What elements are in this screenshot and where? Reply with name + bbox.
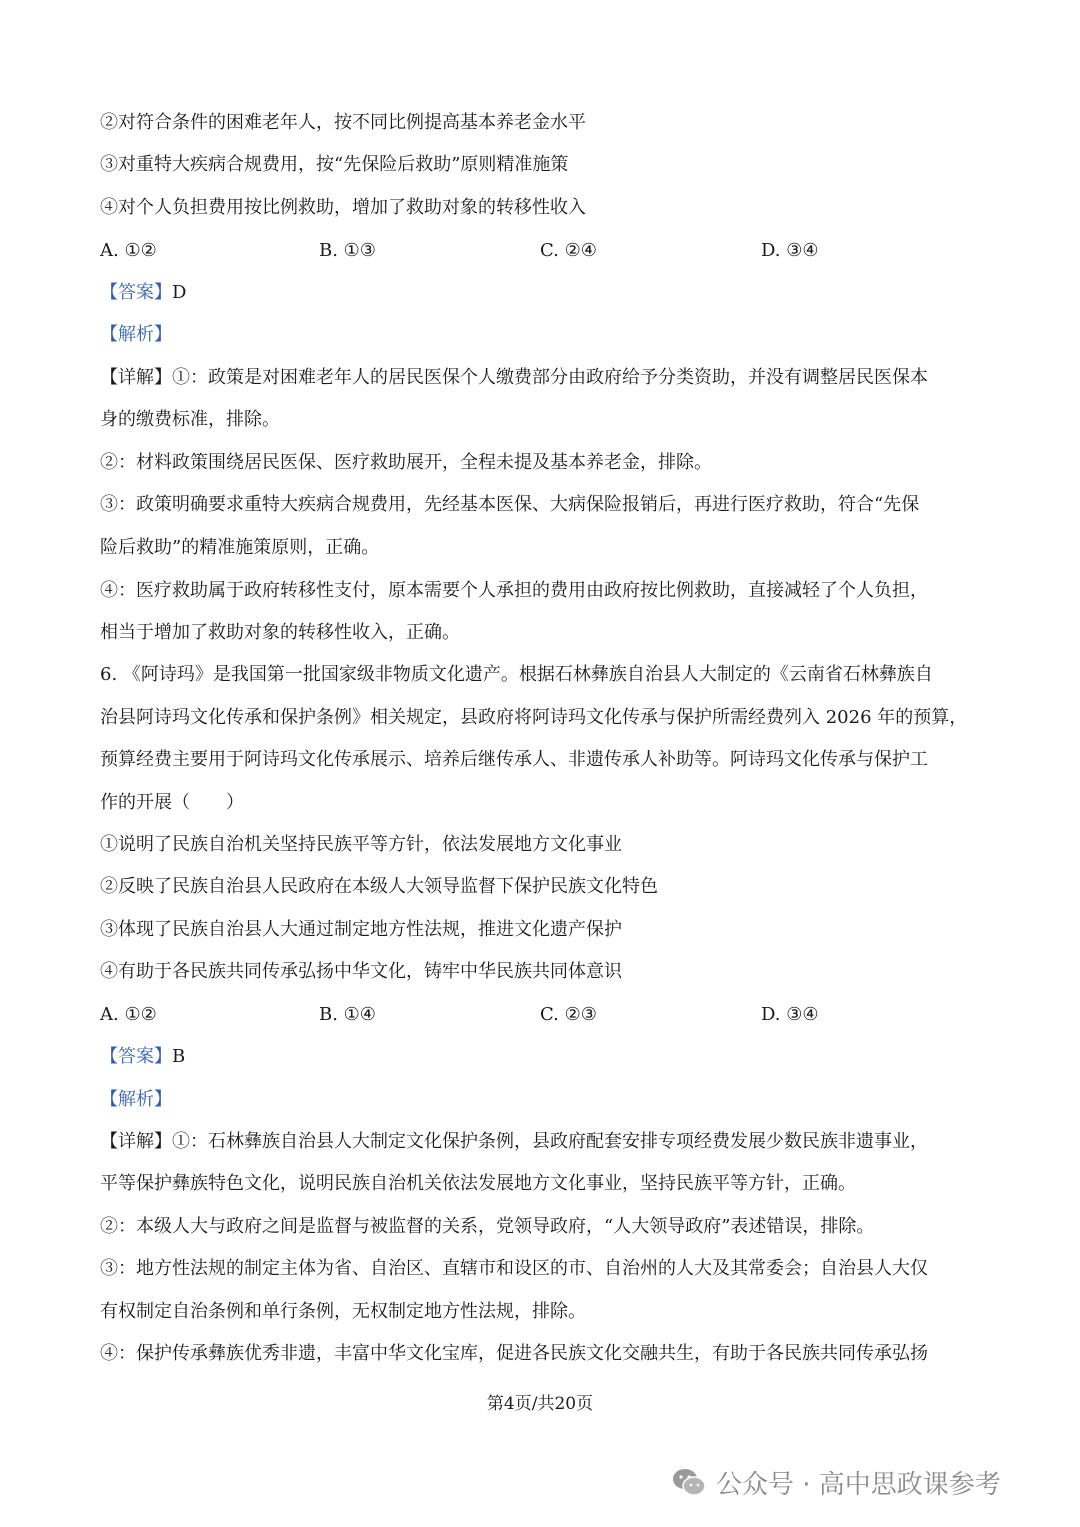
q6-choice-c: C. ②③ [540,1004,597,1025]
q5-detail-line: ④：医疗救助属于政府转移性支付，原本需要个人承担的费用由政府按比例救助，直接减轻了个人负担， [100,580,928,601]
q5-detail-line: 身的缴费标准，排除。 [100,409,280,430]
q5-detail-line: 相当于增加了救助对象的转移性收入，正确。 [100,622,460,643]
answer-tag: 【答案】 [100,282,172,303]
q6-detail-line: ②：本级人大与政府之间是监督与被监督的关系，党领导政府，“人大领导政府”表述错误，排除。 [100,1216,875,1237]
q6-stem-line: 6. 《阿诗玛》是我国第一批国家级非物质文化遗产。根据石林彝族自治县人大制定的《云南省石林彝族自 [100,664,933,685]
q6-option-3: ③体现了民族自治县人大通过制定地方性法规，推进文化遗产保护 [100,919,622,940]
watermark [672,1462,1001,1502]
detail-text: ①：政策是对困难老年人的居民医保个人缴费部分由政府给予分类资助，并没有调整居民医保本 [172,367,928,388]
q6-analysis-tag: 【解析】 [100,1089,172,1110]
answer-value: D [172,282,187,303]
q5-choices [100,238,980,264]
q5-detail-line: ②：材料政策围绕居民医保、医疗救助展开，全程未提及基本养老金，排除。 [100,452,712,473]
q5-detail-line: ③：政策明确要求重特大疾病合规费用，先经基本医保、大病保险报销后，再进行医疗救助，符合“先保 [100,494,920,515]
q6-detail-line [100,1129,980,1155]
q6-answer [100,1044,980,1070]
q5-choice-c: C. ②④ [540,240,597,261]
q6-detail-line: ④：保护传承彝族优秀非遗，丰富中华文化宝库，促进各民族文化交融共生，有助于各民族共同传承弘扬 [100,1343,928,1364]
q5-analysis-tag: 【解析】 [100,324,172,345]
detail-tag: 【详解】 [100,1131,172,1152]
q6-choice-a: A. ①② [100,1004,157,1025]
q5-detail-line [100,365,980,391]
q5-choice-b: B. ①③ [319,240,376,261]
detail-tag: 【详解】 [100,367,172,388]
q5-option-4: ④对个人负担费用按比例救助，增加了救助对象的转移性收入 [100,197,586,218]
q6-detail-line: ③：地方性法规的制定主体为省、自治区、直辖市和设区的市、自治州的人大及其常委会；自治县人大仅 [100,1258,928,1279]
q5-answer [100,280,980,306]
q6-stem-line: 治县阿诗玛文化传承和保护条例》相关规定，县政府将阿诗玛文化传承与保护所需经费列入 2026 年的预算， [100,707,968,728]
q6-stem-line: 预算经费主要用于阿诗玛文化传承展示、培养后继传承人、非遗传承人补助等。阿诗玛文化传承与保护工 [100,749,928,770]
watermark-text: 公众号 · 高中思政课参考 [716,1469,1001,1500]
q6-stem-line: 作的开展（ ） [100,792,244,813]
q6-detail-line: 有权制定自治条例和单行条例，无权制定地方性法规，排除。 [100,1301,586,1322]
q6-detail-line: 平等保护彝族特色文化，说明民族自治机关依法发展地方文化事业，坚持民族平等方针，正确。 [100,1173,856,1194]
q5-choice-a: A. ①② [100,240,157,261]
q6-choice-d: D. ③④ [761,1004,819,1025]
q6-option-2: ②反映了民族自治县人民政府在本级人大领导监督下保护民族文化特色 [100,876,658,897]
q6-choice-b: B. ①④ [319,1004,376,1025]
q5-detail-line: 险后救助”的精准施策原则，正确。 [100,537,380,558]
q6-option-1: ①说明了民族自治机关坚持民族平等方针，依法发展地方文化事业 [100,834,622,855]
wechat-icon [672,1467,706,1497]
answer-tag: 【答案】 [100,1046,172,1067]
q5-option-2: ②对符合条件的困难老年人，按不同比例提高基本养老金水平 [100,112,586,133]
q5-option-3: ③对重特大疾病合规费用，按“先保险后救助”原则精准施策 [100,154,569,175]
q6-choices [100,1002,980,1028]
q5-choice-d: D. ③④ [761,240,819,261]
answer-value: B [172,1046,186,1067]
detail-text: ①：石林彝族自治县人大制定文化保护条例，县政府配套安排专项经费发展少数民族非遗事业， [172,1131,928,1152]
page-number: 第4页/共20页 [486,1394,594,1414]
q6-option-4: ④有助于各民族共同传承弘扬中华文化，铸牢中华民族共同体意识 [100,961,622,982]
